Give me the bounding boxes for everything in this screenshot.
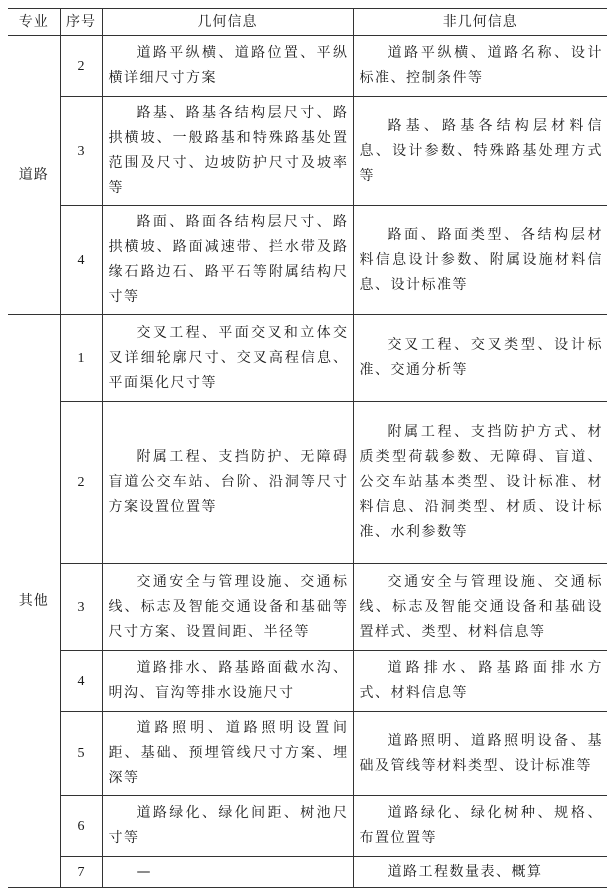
header-major: 专业 bbox=[8, 9, 60, 36]
seq-cell: 4 bbox=[60, 651, 102, 712]
nongeo-cell bbox=[353, 36, 607, 97]
table-row bbox=[8, 97, 607, 206]
group-other: 其他 bbox=[8, 315, 60, 888]
nongeo-cell bbox=[353, 315, 607, 402]
geo-cell bbox=[102, 36, 353, 97]
geo-text: 道路绿化、绿化间距、树池尺寸等 bbox=[108, 805, 349, 846]
geo-cell bbox=[102, 651, 353, 712]
seq-cell: 2 bbox=[60, 36, 102, 97]
table-row bbox=[8, 712, 607, 796]
nongeo-text: 路基、路基各结构层材料信息、设计参数、特殊路基处理方式等 bbox=[359, 117, 603, 184]
geo-cell bbox=[102, 206, 353, 315]
nongeo-text: 道路工程数量表、概算 bbox=[387, 863, 543, 880]
table-row bbox=[8, 206, 607, 315]
seq-cell: 3 bbox=[60, 97, 102, 206]
header-non-geometric-info: 非几何信息 bbox=[353, 9, 607, 36]
geo-text: 路基、路基各结构层尺寸、路拱横坡、一般路基和特殊路基处置范围及尺寸、边坡防护尺寸及坡率等 bbox=[108, 105, 349, 196]
table-row bbox=[8, 402, 607, 564]
nongeo-text: 道路排水、路基路面排水方式、材料信息等 bbox=[359, 660, 603, 701]
nongeo-cell bbox=[353, 651, 607, 712]
table-row bbox=[8, 857, 607, 888]
nongeo-cell bbox=[353, 402, 607, 564]
seq-cell: 1 bbox=[60, 315, 102, 402]
nongeo-cell bbox=[353, 857, 607, 888]
seq-cell: 3 bbox=[60, 564, 102, 651]
nongeo-text: 道路绿化、绿化树种、规格、布置位置等 bbox=[359, 805, 603, 846]
geo-text: 道路排水、路基路面截水沟、明沟、盲沟等排水设施尺寸 bbox=[108, 660, 349, 701]
bim-information-table bbox=[8, 8, 607, 888]
geo-cell bbox=[102, 402, 353, 564]
nongeo-cell bbox=[353, 564, 607, 651]
nongeo-cell bbox=[353, 712, 607, 796]
table-header-row bbox=[8, 9, 607, 36]
geo-cell bbox=[102, 796, 353, 857]
geo-text: 道路平纵横、道路位置、平纵横详细尺寸方案 bbox=[108, 45, 349, 86]
geo-cell bbox=[102, 712, 353, 796]
geo-text: 交通安全与管理设施、交通标线、标志及智能交通设备和基础等尺寸方案、设置间距、半径等 bbox=[108, 573, 349, 640]
table-row bbox=[8, 315, 607, 402]
nongeo-text: 交通安全与管理设施、交通标线、标志及智能交通设备和基础设置样式、类型、材料信息等 bbox=[359, 573, 603, 640]
geo-text: 道路照明、道路照明设置间距、基础、预埋管线尺寸方案、埋深等 bbox=[108, 720, 349, 786]
geo-cell bbox=[102, 857, 353, 888]
header-geometric-info: 几何信息 bbox=[102, 9, 353, 36]
geo-text: 路面、路面各结构层尺寸、路拱横坡、路面减速带、拦水带及路缘石路边石、路平石等附属结构尺寸等 bbox=[108, 214, 349, 305]
nongeo-text: 交叉工程、交叉类型、设计标准、交通分析等 bbox=[359, 337, 603, 378]
header-seq: 序号 bbox=[60, 9, 102, 36]
geo-cell bbox=[102, 97, 353, 206]
geo-cell bbox=[102, 315, 353, 402]
seq-cell: 4 bbox=[60, 206, 102, 315]
seq-cell: 7 bbox=[60, 857, 102, 888]
geo-text: 交叉工程、平面交叉和立体交叉详细轮廓尺寸、交叉高程信息、平面渠化尺寸等 bbox=[108, 324, 349, 391]
group-road: 道路 bbox=[8, 36, 60, 315]
table-row bbox=[8, 564, 607, 651]
nongeo-text: 道路平纵横、道路名称、设计标准、控制条件等 bbox=[359, 45, 603, 86]
geo-text: — bbox=[136, 863, 152, 880]
nongeo-cell bbox=[353, 206, 607, 315]
table-row bbox=[8, 36, 607, 97]
nongeo-cell bbox=[353, 97, 607, 206]
table-row bbox=[8, 651, 607, 712]
seq-cell: 6 bbox=[60, 796, 102, 857]
seq-cell: 2 bbox=[60, 402, 102, 564]
seq-cell: 5 bbox=[60, 712, 102, 796]
nongeo-text: 道路照明、道路照明设备、基础及管线等材料类型、设计标准等 bbox=[359, 732, 603, 774]
nongeo-cell bbox=[353, 796, 607, 857]
nongeo-text: 路面、路面类型、各结构层材料信息设计参数、附属设施材料信息、设计标准等 bbox=[359, 226, 603, 293]
table-row bbox=[8, 796, 607, 857]
geo-text: 附属工程、支挡防护、无障碍盲道公交车站、台阶、沿洞等尺寸方案设置位置等 bbox=[108, 449, 349, 515]
geo-cell bbox=[102, 564, 353, 651]
nongeo-text: 附属工程、支挡防护方式、材质类型荷载参数、无障碍、盲道、公交车站基本类型、设计标准、材料信息、沿洞类型、材质、设计标准、水利参数等 bbox=[359, 424, 603, 540]
